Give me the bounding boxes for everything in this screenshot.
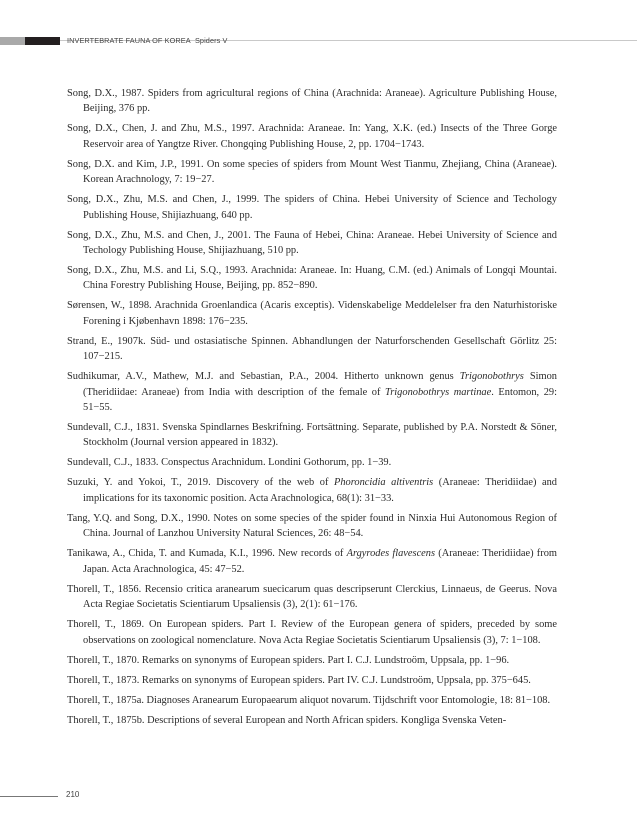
reference-text: Sundevall, C.J., 1833. Conspectus Arachnidum. Londini Gothorum, pp. 1−39. bbox=[67, 457, 392, 469]
reference-list bbox=[67, 86, 557, 733]
reference-entry bbox=[67, 192, 557, 223]
reference-text: Song, D.X. and Kim, J.P., 1991. On some species of spiders from Mount West Tianmu, Zhejiang, China (Araneae). Korean Arachnology, 7: 19−27. bbox=[67, 158, 557, 186]
reference-text: Song, D.X., Chen, J. and Zhu, M.S., 1997. Arachnida: Araneae. In: Yang, X.K. (ed.) Insects of the Three Gorge Reservoir area of Yangtze River. Chongqing Publishing House, 2, pp. 1704−1743. bbox=[67, 123, 557, 150]
reference-text: Sørensen, W., 1898. Arachnida Groenlandica (Acaris exceptis). Videnskabelige Meddelelser fra den Naturhistoriske Forening i Kjøbenhavn 1898: 176−235. bbox=[67, 300, 557, 327]
reference-text: Tanikawa, A., Chida, T. and Kumada, K.I., 1996. New records of bbox=[67, 548, 347, 560]
reference-text: Thorell, T., 1873. Remarks on synonyms of European spiders. Part IV. C.J. Lundstroöm, Uppsala, pp. 375−645. bbox=[67, 674, 531, 686]
reference-text: Thorell, T., 1870. Remarks on synonyms of European spiders. Part I. C.J. Lundstroöm, Uppsala, pp. 1−96. bbox=[67, 654, 510, 666]
reference-text: Thorell, T., 1875a. Diagnoses Aranearum Europaearum aliquot novarum. Tijdschrift voor Entomologie, 18: 81−108. bbox=[67, 694, 551, 706]
page-number: 210 bbox=[66, 790, 80, 799]
reference-taxon-name: Phoroncidia altiventris bbox=[333, 477, 434, 489]
reference-text: Sudhikumar, A.V., Mathew, M.J. and Sebastian, P.A., 2004. Hitherto unknown genus bbox=[67, 371, 460, 383]
running-header bbox=[67, 36, 227, 45]
header-bar-grey bbox=[0, 37, 25, 45]
reference-entry bbox=[67, 420, 557, 451]
reference-entry bbox=[67, 455, 557, 470]
reference-taxon-name: Trigonobothrys martinae bbox=[385, 386, 492, 398]
header-series: INVERTEBRATE FAUNA OF KOREA bbox=[67, 36, 191, 45]
reference-entry bbox=[67, 693, 557, 708]
reference-taxon-name: Trigonobothrys bbox=[459, 371, 524, 383]
reference-entry bbox=[67, 298, 557, 329]
reference-text: (Araneae: Theridiidae) and implications for its taxonomic position. Acta Arachnologica, 68(1): 31−33. bbox=[83, 477, 557, 504]
reference-entry bbox=[67, 653, 557, 668]
reference-entry bbox=[67, 86, 557, 117]
reference-text: Song, D.X., Zhu, M.S. and Chen, J., 1999. The spiders of China. Hebei University of Science and Techology Publishing House, Shijiazhuang, 640 pp. bbox=[67, 194, 557, 221]
reference-text: Thorell, T., 1869. On European spiders. Part I. Review of the European genera of spiders, preceded by some observations on zoological nomenclature. Nova Acta Regiae Societatis Scientiarum Upsaliensis (3), 7: 1−108. bbox=[67, 619, 557, 646]
reference-text: (Araneae: Theridiidae) from Japan. Acta Arachnologica, 45: 47−52. bbox=[83, 548, 558, 575]
reference-text: Thorell, T., 1856. Recensio critica aranearum suecicarum quas descripserunt Clerckius, Linnaeus, de Geerus. Nova Acta Regiae Societatis Scientiarum Upsaliensis (3), 2(1): 61−176. bbox=[67, 583, 557, 611]
header-volume: Spiders V bbox=[194, 36, 228, 45]
reference-text: Tang, Y.Q. and Song, D.X., 1990. Notes on some species of the spider found in Ninxia Hui Autonomous Region of China. Journal of Lanzhou University Natural Sciences, 26: 48−54. bbox=[67, 512, 557, 540]
reference-entry bbox=[67, 157, 557, 188]
reference-entry bbox=[67, 369, 557, 415]
reference-entry bbox=[67, 546, 557, 577]
reference-text: Song, D.X., 1987. Spiders from agricultural regions of China (Arachnida: Araneae). Agriculture Publishing House, Beijing, 376 pp. bbox=[67, 88, 557, 115]
reference-text: Simon (Theridiidae: Araneae) from India with description of the female of bbox=[83, 371, 557, 398]
reference-entry bbox=[67, 713, 557, 728]
reference-entry bbox=[67, 475, 557, 506]
reference-entry bbox=[67, 617, 557, 648]
reference-taxon-name: Argyrodes flavescens bbox=[346, 548, 436, 560]
reference-text: Sundevall, C.J., 1831. Svenska Spindlarnes Beskrifning. Fortsättning. Separate, published by P.A. Norstedt & Söner, Stockholm (Journal version appeared in 1832). bbox=[67, 422, 557, 449]
reference-entry bbox=[67, 334, 557, 365]
reference-text: Song, D.X., Zhu, M.S. and Li, S.Q., 1993. Arachnida: Araneae. In: Huang, C.M. (ed.) Animals of Longqi Mountai. China Forestry Publishing House, Beijing, pp. 852−890. bbox=[67, 265, 557, 292]
reference-text: . Entomon, 29: 51−55. bbox=[83, 386, 557, 414]
reference-entry bbox=[67, 263, 557, 294]
reference-entry bbox=[67, 121, 557, 152]
reference-text: Suzuki, Y. and Yokoi, T., 2019. Discovery of the web of bbox=[67, 477, 334, 489]
reference-text: Song, D.X., Zhu, M.S. and Chen, J., 2001. The Fauna of Hebei, China: Araneae. Hebei University of Science and Techology Publishing House, Shijiazhuang, 510 pp. bbox=[67, 229, 557, 257]
reference-entry bbox=[67, 228, 557, 259]
reference-text: Strand, E., 1907k. Süd- und ostasiatische Spinnen. Abhandlungen der Naturforschenden Gesellschaft Görlitz 25: 107−215. bbox=[67, 335, 557, 363]
reference-entry bbox=[67, 673, 557, 688]
header-bar-black bbox=[25, 37, 60, 45]
footer-rule bbox=[0, 796, 58, 797]
reference-text: Thorell, T., 1875b. Descriptions of several European and North African spiders. Kongliga Svenska Veten- bbox=[67, 714, 507, 726]
reference-entry bbox=[67, 511, 557, 542]
reference-entry bbox=[67, 582, 557, 613]
